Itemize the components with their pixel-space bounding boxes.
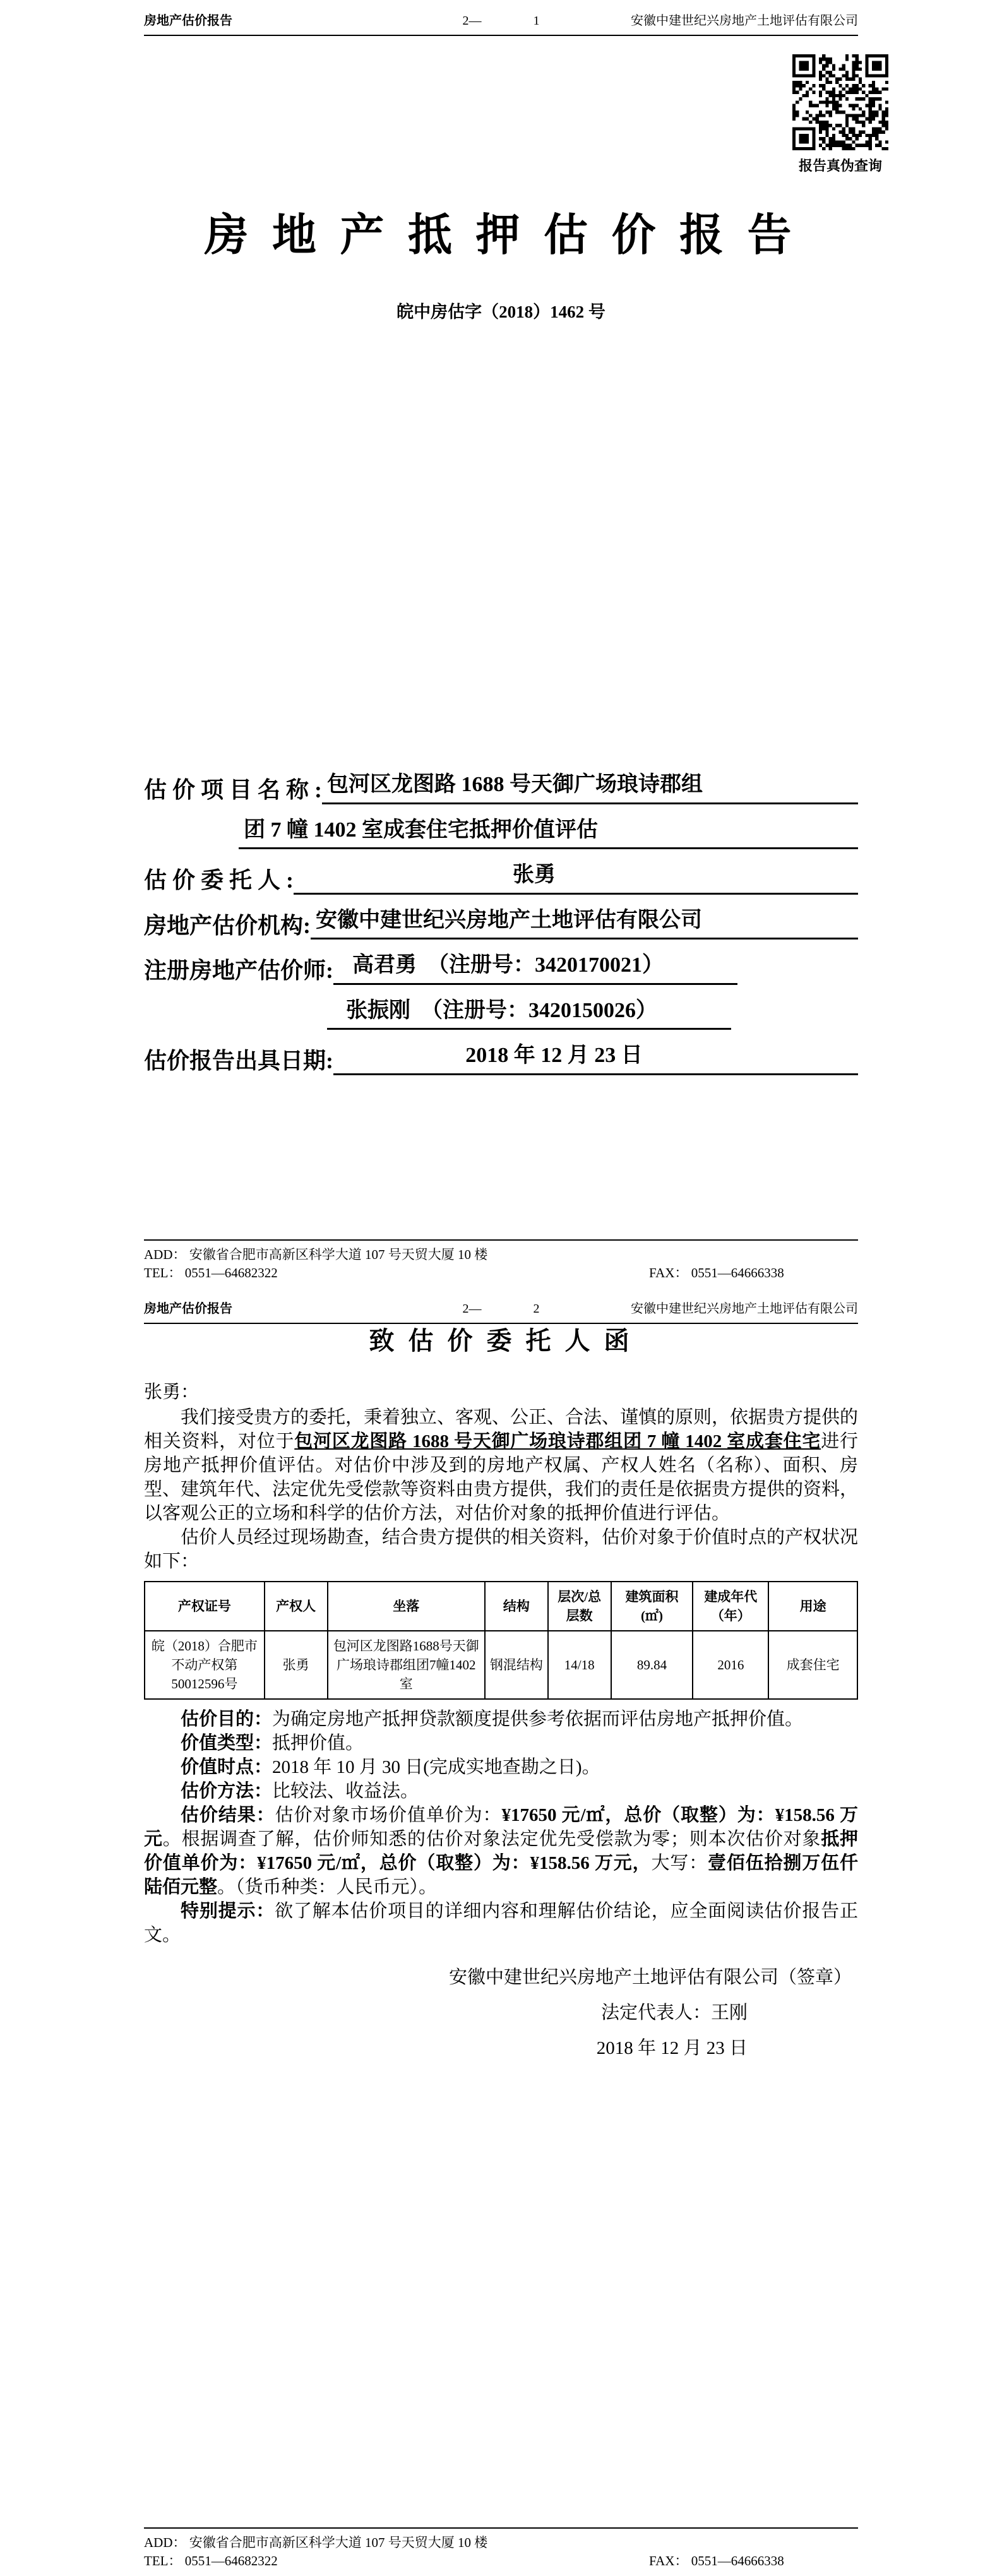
form-row-issue-date: [144, 1042, 858, 1075]
qr-block: [792, 54, 888, 175]
qr-caption: 报告真伪查询: [798, 158, 882, 174]
value-date-text: 2018 年 10 月 30 日(完成实地查勘之日)。: [272, 1757, 600, 1777]
intro-paragraph: [144, 1405, 858, 1525]
notice-text: 欲了解本估价项目的详细内容和理解估价结论，应全面阅读估价报告正文。: [144, 1901, 858, 1945]
purpose-paragraph: [144, 1707, 858, 1731]
form-row-project-name: [144, 772, 858, 804]
col-location: 坐落: [328, 1582, 485, 1631]
ownership-table: [144, 1581, 858, 1700]
result-label: 估价结果：: [181, 1805, 275, 1825]
header-doc-type: 房地产估价报告: [144, 14, 232, 28]
table-header-row: [145, 1582, 857, 1631]
cell-area: 89.84: [611, 1631, 693, 1699]
result-text-4: 。（货币种类：人民币元）。: [217, 1877, 438, 1897]
signature-block: [144, 1960, 858, 2066]
method-label: 估价方法：: [181, 1781, 273, 1801]
col-structure: 结构: [485, 1582, 548, 1631]
result-text-3: 大写：: [651, 1853, 708, 1873]
value-type-text: 抵押价值。: [272, 1733, 364, 1753]
form-row-project-name-cont: [144, 817, 858, 850]
form-row-appraiser-1: [144, 952, 858, 985]
header-page-indicator: [463, 14, 540, 28]
value-date-paragraph: [144, 1755, 858, 1779]
page-footer: [144, 1239, 858, 1282]
form-row-agency: [144, 907, 858, 940]
notice-label: 特别提示：: [181, 1901, 275, 1921]
result-amount-words: 壹佰伍拾捌万伍仟陆佰元整: [144, 1853, 858, 1897]
cell-floor: 14/18: [548, 1631, 611, 1699]
agency-value: 安徽中建世纪兴房地产土地评估有限公司: [311, 907, 858, 940]
salutation: 张勇：: [144, 1382, 200, 1402]
result-paragraph: [144, 1803, 858, 1899]
cell-owner: 张勇: [265, 1631, 328, 1699]
value-type-paragraph: [144, 1731, 858, 1755]
header-page-number: 1: [533, 14, 540, 28]
intro-text-2: 进行房地产抵押价值评估。对估价中涉及到的房地产权属、产权人姓名（名称）、面积、房型、建筑年代、法定优先受偿款等资料由贵方提供，我们的责任是依据贵方提供的资料，以客观公正的立场和科学的估价方法，对估价对象的抵押价值进行评估。: [144, 1431, 859, 1524]
header-company: 安徽中建世纪兴房地产土地评估有限公司: [631, 1302, 858, 1316]
intro-property-name: 包河区龙图路 1688 号天御广场琅诗郡组团 7 幢 1402 室成套住宅: [294, 1431, 821, 1452]
col-area: 建筑面积(㎡): [611, 1582, 693, 1631]
table-row: [145, 1631, 857, 1699]
footer-address: ADD： 安徽省合肥市高新区科学大道 107 号天贸大厦 10 楼: [144, 2535, 488, 2551]
col-owner: 产权人: [265, 1582, 328, 1631]
notice-paragraph: [144, 1899, 858, 1947]
header-pages-total: 2—: [462, 1302, 482, 1316]
issue-date-label: 估价报告出具日期:: [144, 1048, 333, 1074]
issue-date-value: 2018 年 12 月 23 日: [333, 1042, 858, 1075]
signature-date: 2018 年 12 月 23 日: [596, 2038, 748, 2058]
header-page-indicator: [463, 1302, 540, 1316]
project-name-label: 估 价 项 目 名 称 :: [144, 777, 322, 803]
appraiser-1-value: 高君勇 （注册号：3420170021）: [333, 952, 737, 985]
col-use: 用途: [768, 1582, 857, 1631]
method-paragraph: [144, 1779, 858, 1803]
project-name-value-line2: 团 7 幢 1402 室成套住宅抵押价值评估: [239, 817, 858, 850]
header-company: 安徽中建世纪兴房地产土地评估有限公司: [631, 14, 858, 28]
report-title: 房 地 产 抵 押 估 价 报 告: [204, 212, 798, 260]
purpose-text: 为确定房地产抵押贷款额度提供参考依据而评估房地产抵押价值。: [272, 1709, 804, 1729]
footer-address: ADD： 安徽省合肥市高新区科学大道 107 号天贸大厦 10 楼: [144, 1247, 488, 1263]
cell-year-built: 2016: [693, 1631, 768, 1699]
agency-label: 房地产估价机构:: [144, 912, 311, 938]
appraiser-2-value: 张振刚 （注册号：3420150026）: [327, 998, 731, 1030]
cover-form: [144, 772, 858, 1088]
client-value: 张勇: [294, 862, 858, 895]
value-date-label: 价值时点：: [181, 1757, 273, 1777]
result-text-1: 估价对象市场价值单价为：: [275, 1805, 502, 1825]
result-text-2: 。根据调查了解，估价师知悉的估价对象法定优先受偿款为零；则本次估价对象: [162, 1829, 821, 1849]
cell-use: 成套住宅: [768, 1631, 857, 1699]
signature-representative: 法定代表人：王刚: [600, 2003, 748, 2023]
appraiser-label: 注册房地产估价师:: [144, 958, 333, 984]
method-text: 比较法、收益法。: [272, 1781, 419, 1801]
value-type-label: 价值类型：: [181, 1733, 273, 1753]
intro-text-1: 我们接受贵方的委托，秉着独立、客观、公正、合法、谨慎的原则，依据贵方提供的相关资料，对位于: [144, 1407, 859, 1452]
header-page-number: 2: [533, 1302, 540, 1316]
project-name-value-line1: 包河区龙图路 1688 号天御广场琅诗郡组: [322, 772, 858, 804]
survey-paragraph: 估价人员经过现场勘查，结合贵方提供的相关资料，估价对象于价值时点的产权状况如下：: [144, 1527, 859, 1571]
footer-contacts: [144, 1264, 858, 1282]
form-row-client: [144, 862, 858, 895]
signature-company: 安徽中建世纪兴房地产土地评估有限公司（签章）: [448, 1967, 852, 1988]
header-doc-type: 房地产估价报告: [144, 1302, 232, 1316]
letter-title: 致 估 价 委 托 人 函: [369, 1327, 633, 1355]
cell-certificate-no: 皖（2018）合肥市不动产权第50012596号: [145, 1631, 265, 1699]
header-pages-total: 2—: [462, 14, 482, 28]
col-year-built: 建成年代（年）: [693, 1582, 768, 1631]
page-footer: [144, 2527, 858, 2570]
qr-code: [792, 54, 888, 150]
form-row-appraiser-2: [144, 998, 858, 1030]
result-market-value: ¥17650 元/㎡，总价（取整）为：¥158.56 万元: [144, 1805, 858, 1849]
letter-body: [144, 1380, 858, 2066]
footer-tel: TEL： 0551—64682322: [144, 2553, 278, 2568]
footer-fax: FAX： 0551—64666338: [649, 1265, 784, 1280]
cell-structure: 钢混结构: [485, 1631, 548, 1699]
col-floor: 层次/总层数: [548, 1582, 611, 1631]
cell-location: 包河区龙图路1688号天御广场琅诗郡组团7幢1402室: [328, 1631, 485, 1699]
page-header: [144, 1298, 858, 1324]
page-2-letter: [0, 1288, 1002, 2576]
footer-fax: FAX： 0551—64666338: [649, 2553, 784, 2568]
document-number: 皖中房估字（2018）1462 号: [397, 302, 605, 321]
footer-tel: TEL： 0551—64682322: [144, 1265, 278, 1280]
client-label: 估 价 委 托 人 :: [144, 868, 294, 893]
purpose-label: 估价目的：: [181, 1709, 273, 1729]
result-mortgage-value: 抵押价值单价为：¥17650 元/㎡，总价（取整）为：¥158.56 万元，: [144, 1829, 858, 1873]
page-header: [144, 10, 858, 36]
footer-contacts: [144, 2552, 858, 2570]
col-certificate-no: 产权证号: [145, 1582, 265, 1631]
